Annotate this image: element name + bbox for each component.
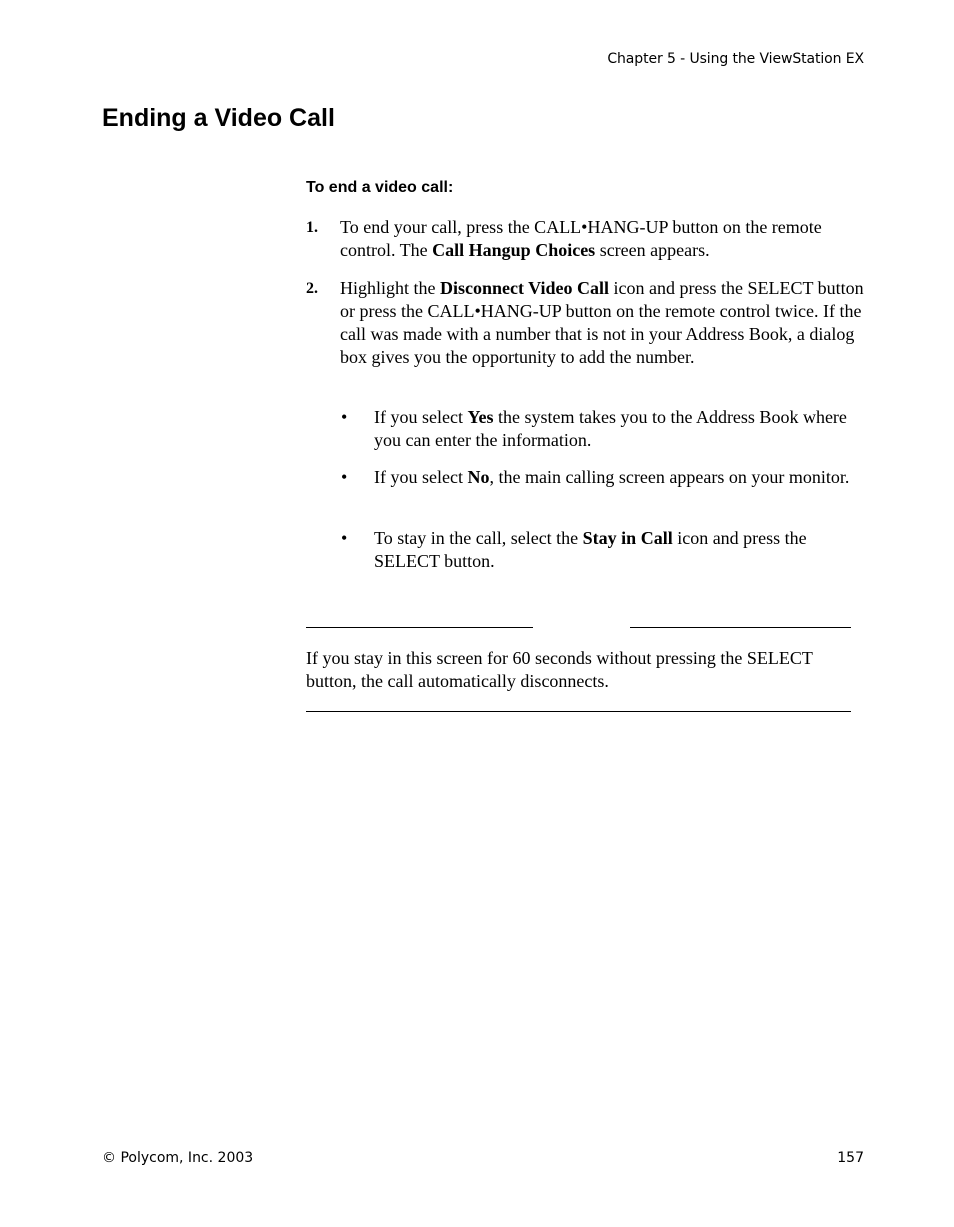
note-bottom-rule — [306, 711, 851, 712]
section-title: Ending a Video Call — [102, 104, 335, 132]
bullet-item-yes — [340, 406, 868, 452]
step-text — [340, 216, 868, 262]
footer-page-number: 157 — [837, 1150, 864, 1166]
bullet-text-bold: No — [467, 467, 490, 487]
running-header: Chapter 5 - Using the ViewStation EX — [607, 51, 864, 67]
bullet-marker: • — [341, 528, 348, 548]
step-number: 2. — [306, 280, 318, 297]
bullet-text-part: the system takes you to the Address Book where you can enter the information. — [374, 407, 847, 450]
bullet-item-stay-in-call — [340, 527, 868, 573]
step-text-bold: Call Hangup Choices — [432, 240, 596, 260]
step-number: 1. — [306, 219, 318, 236]
bullet-text-part: icon and press the SELECT button. — [374, 528, 807, 571]
bullet-text-part: , the main calling screen appears on your monitor. — [489, 467, 850, 487]
step-text-part: icon and press the SELECT button or press the CALL•HANG-UP button on the remote control twice. If the call was made with a number that is not in your Address Book, a dialog box gives you the opportunity to add the number. — [340, 278, 864, 367]
bullet-text — [374, 406, 868, 452]
step-text-part: screen appears. — [595, 240, 710, 260]
bullet-text — [374, 466, 868, 489]
procedure-title: To end a video call: — [306, 179, 454, 196]
bullet-text — [374, 527, 868, 573]
bullet-marker: • — [341, 407, 348, 427]
footer-copyright: © Polycom, Inc. 2003 — [102, 1150, 254, 1166]
step-2 — [306, 277, 868, 369]
note-top-rule-right — [630, 627, 851, 628]
step-text-bold: Disconnect Video Call — [440, 278, 609, 298]
bullet-text-bold: Stay in Call — [582, 528, 673, 548]
step-text-part: To end your call, press the CALL•HANG-UP button on the remote control. The — [340, 217, 822, 260]
bullet-text-part: To stay in the call, select the — [374, 528, 583, 548]
bullet-text-bold: Yes — [467, 407, 494, 427]
step-text — [340, 277, 868, 369]
note-top-rule-left — [306, 627, 533, 628]
bullet-marker: • — [341, 467, 348, 487]
bullet-text-part: If you select — [374, 467, 468, 487]
step-text-part: Highlight the — [340, 278, 440, 298]
bullet-item-no — [340, 466, 868, 489]
note-text: If you stay in this screen for 60 seconds without pressing the SELECT button, the call automatically disconnects. — [306, 648, 813, 691]
bullet-text-part: If you select — [374, 407, 468, 427]
step-1 — [306, 216, 868, 262]
